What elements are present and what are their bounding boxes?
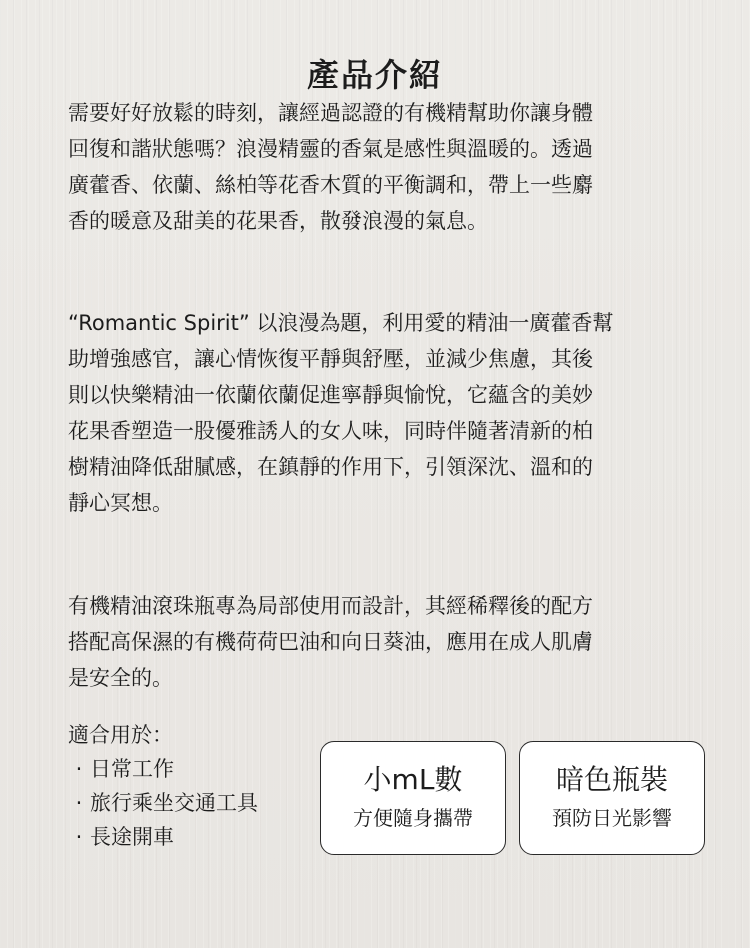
feature-card-dark-bottle — [519, 741, 705, 855]
romantic-spirit-paragraph: “Romantic Spirit” 以浪漫為題，利用愛的精油一廣藿香幫 助增強感官，讓心情恢復平靜與舒壓，並減少焦慮，其後 則以快樂精油一依蘭依蘭促進寧靜與愉悅，它蘊含的美妙 花果香塑造一股優雅誘人的女人味，同時伴隨著清新的柏 樹精油降低甜膩感，在鎮靜的作用下，引領深沈、溫和的 靜心冥想。 — [68, 311, 614, 515]
intro-paragraph: 需要好好放鬆的時刻，讓經過認證的有機精幫助你讓身體 回復和諧狀態嗎？浪漫精靈的香氣是感性與溫暖的。透過 廣藿香、依蘭、絲柏等花香木質的平衡調和，帶上一些麝 香的暖意及甜美的花果香，散發浪漫的氣息。 — [68, 101, 593, 233]
feature-card-title: 小mL數 — [363, 763, 463, 796]
bullet-dot: · — [75, 825, 83, 849]
list-item — [68, 820, 258, 854]
bullet-dot: · — [75, 757, 83, 781]
suitable-for-list — [68, 752, 258, 854]
list-item-label: 長途開車 — [90, 825, 174, 849]
list-item — [68, 752, 258, 786]
feature-card-subtitle: 方便隨身攜帶 — [353, 806, 473, 830]
bullet-dot: · — [75, 791, 83, 815]
feature-card-subtitle: 預防日光影響 — [552, 806, 672, 830]
suitable-for-section — [68, 718, 258, 854]
list-item-label: 日常工作 — [90, 757, 174, 781]
feature-card-title: 暗色瓶裝 — [555, 763, 668, 796]
feature-card-small-volume — [320, 741, 506, 855]
suitable-for-heading: 適合用於： — [68, 723, 173, 747]
page-title: 產品介紹 — [306, 56, 443, 95]
list-item-label: 旅行乘坐交通工具 — [90, 791, 258, 815]
list-item — [68, 786, 258, 820]
rollerball-paragraph: 有機精油滾珠瓶專為局部使用而設計，其經稀釋後的配方 搭配高保濕的有機荷荷巴油和向日葵油，應用在成人肌膚 是安全的。 — [68, 594, 593, 690]
